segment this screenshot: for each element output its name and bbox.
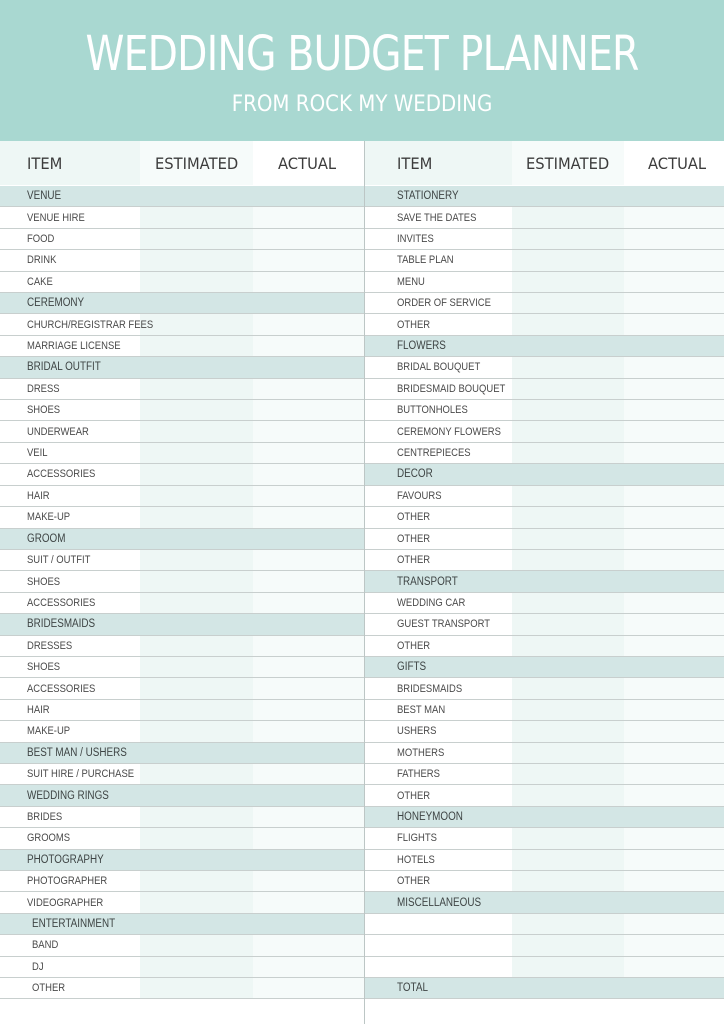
estimated-cell[interactable] [140,678,253,698]
item-label: BRIDESMAIDS [397,682,463,695]
estimated-cell[interactable] [512,379,624,399]
budget-item-row [0,421,364,442]
actual-cell[interactable] [624,250,724,270]
estimated-cell[interactable] [512,593,624,613]
item-label: OTHER [397,511,431,524]
item-label: FAVOURS [397,489,442,502]
estimated-cell[interactable] [512,507,624,527]
actual-cell[interactable] [253,636,364,656]
budget-section-row [365,892,724,913]
actual-cell[interactable] [624,507,724,527]
estimated-cell[interactable] [140,636,253,656]
section-label: TOTAL [397,982,428,995]
budget-section-row [365,657,724,678]
actual-cell[interactable] [624,443,724,463]
item-label: HAIR [27,703,50,716]
estimated-cell[interactable] [140,400,253,420]
estimated-cell[interactable] [512,914,624,934]
budget-item-row [0,314,364,335]
item-label: CEREMONY FLOWERS [397,425,501,438]
budget-section-row [365,978,724,999]
budget-item-row [365,935,724,956]
budget-item-row [365,614,724,635]
estimated-cell[interactable] [512,400,624,420]
item-label: ORDER OF SERVICE [397,297,491,310]
budget-item-row [365,828,724,849]
estimated-cell[interactable] [140,828,253,848]
estimated-cell[interactable] [512,529,624,549]
actual-cell[interactable] [253,421,364,441]
budget-item-row [365,314,724,335]
budget-item-row [0,978,364,999]
actual-cell[interactable] [624,850,724,870]
left-budget-table [0,186,364,999]
item-label: FOOD [27,233,55,246]
budget-section-row [0,529,364,550]
estimated-cell[interactable] [140,764,253,784]
item-label: GUEST TRANSPORT [397,618,491,631]
section-label: STATIONERY [397,190,459,203]
item-label: FLIGHTS [397,832,437,845]
item-label: ACCESSORIES [27,596,96,609]
actual-cell[interactable] [253,978,364,998]
actual-cell[interactable] [624,914,724,934]
item-label: CAKE [27,275,53,288]
budget-item-row [365,593,724,614]
actual-cell[interactable] [253,571,364,591]
item-label: GROOMS [27,832,71,845]
budget-item-row [365,357,724,378]
actual-cell[interactable] [253,250,364,270]
item-label: MOTHERS [397,746,445,759]
estimated-cell[interactable] [140,336,253,356]
budget-section-row [365,186,724,207]
page-title: WEDDING BUDGET PLANNER [85,26,639,82]
right-budget-table [365,186,724,999]
actual-cell[interactable] [624,721,724,741]
actual-cell[interactable] [253,379,364,399]
budget-section-row [365,807,724,828]
item-label: SHOES [27,575,61,588]
budget-item-row [0,486,364,507]
item-label: OTHER [397,532,431,545]
estimated-cell[interactable] [140,229,253,249]
budget-item-row [365,229,724,250]
item-label: CENTREPIECES [397,447,471,460]
budget-item-row [365,914,724,935]
section-label: CEREMONY [27,297,85,310]
budget-item-row [0,443,364,464]
estimated-cell[interactable] [140,807,253,827]
budget-item-row [0,400,364,421]
budget-item-row [0,593,364,614]
estimated-cell[interactable] [512,207,624,227]
budget-item-row [365,764,724,785]
actual-cell[interactable] [253,807,364,827]
estimated-cell[interactable] [140,486,253,506]
actual-cell[interactable] [253,486,364,506]
item-label: UNDERWEAR [27,425,89,438]
section-label: ENTERTAINMENT [32,918,116,931]
item-label: VEIL [27,447,48,460]
budget-item-row [365,443,724,464]
budget-item-row [0,272,364,293]
budget-item-row [0,636,364,657]
actual-cell[interactable] [253,272,364,292]
actual-cell[interactable] [624,550,724,570]
actual-cell[interactable] [624,272,724,292]
budget-item-row [365,678,724,699]
item-label: VENUE HIRE [27,211,85,224]
budget-item-row [0,871,364,892]
item-label: WEDDING CAR [397,596,466,609]
estimated-cell[interactable] [512,486,624,506]
budget-section-row [0,743,364,764]
item-label: OTHER [32,982,66,995]
item-label: MARRIAGE LICENSE [27,340,121,353]
estimated-cell[interactable] [512,850,624,870]
budget-item-row [365,529,724,550]
page-header [0,0,724,141]
budget-item-row [365,207,724,228]
item-label: DRINK [27,254,57,267]
section-label: TRANSPORT [397,575,458,588]
estimated-cell[interactable] [512,250,624,270]
estimated-cell[interactable] [512,700,624,720]
actual-cell[interactable] [624,700,724,720]
budget-section-row [0,293,364,314]
estimated-cell[interactable] [512,721,624,741]
item-label: SUIT HIRE / PURCHASE [27,768,135,781]
actual-cell[interactable] [253,314,364,334]
budget-section-row [0,357,364,378]
item-label: INVITES [397,233,434,246]
budget-item-row [0,807,364,828]
item-label: HAIR [27,489,50,502]
section-label: PHOTOGRAPHY [27,853,104,866]
budget-item-row [0,507,364,528]
section-label: VENUE [27,190,62,203]
budget-item-row [365,293,724,314]
actual-cell[interactable] [253,464,364,484]
estimated-cell[interactable] [140,978,253,998]
item-label: DJ [32,960,44,973]
budget-item-row [0,935,364,956]
actual-cell[interactable] [253,828,364,848]
actual-cell[interactable] [253,892,364,912]
actual-cell[interactable] [253,721,364,741]
estimated-cell[interactable] [512,871,624,891]
budget-item-row [365,721,724,742]
budget-item-row [0,336,364,357]
actual-cell[interactable] [624,678,724,698]
item-label: BRIDAL BOUQUET [397,361,481,374]
item-label: MAKE-UP [27,725,71,738]
budget-item-row [0,957,364,978]
estimated-cell[interactable] [140,721,253,741]
actual-cell[interactable] [624,486,724,506]
budget-item-row [365,957,724,978]
budget-item-row [0,207,364,228]
budget-item-row [0,657,364,678]
item-label: BEST MAN [397,703,446,716]
budget-item-row [0,464,364,485]
item-label: BRIDES [27,810,63,823]
item-label: OTHER [397,639,431,652]
item-label: SHOES [27,661,61,674]
actual-cell[interactable] [253,871,364,891]
estimated-cell[interactable] [512,614,624,634]
estimated-cell[interactable] [140,571,253,591]
budget-item-row [365,700,724,721]
estimated-cell[interactable] [512,828,624,848]
actual-cell[interactable] [253,593,364,613]
item-label: OTHER [397,554,431,567]
budget-item-row [0,379,364,400]
budget-item-row [365,636,724,657]
budget-item-row [365,250,724,271]
actual-cell[interactable] [253,678,364,698]
actual-cell[interactable] [624,935,724,955]
estimated-cell[interactable] [140,443,253,463]
budget-item-row [0,828,364,849]
section-label: GROOM [27,532,66,545]
estimated-cell[interactable] [140,421,253,441]
budget-item-row [365,507,724,528]
estimated-cell[interactable] [512,935,624,955]
actual-cell[interactable] [624,379,724,399]
budget-item-row [0,764,364,785]
estimated-cell[interactable] [140,935,253,955]
item-label: VIDEOGRAPHER [27,896,104,909]
actual-cell[interactable] [624,421,724,441]
item-label: SUIT / OUTFIT [27,554,91,567]
section-label: BRIDESMAIDS [27,618,96,631]
item-label: OTHER [397,875,431,888]
actual-cell[interactable] [253,443,364,463]
actual-cell[interactable] [624,229,724,249]
budget-item-row [0,700,364,721]
item-label: FATHERS [397,768,440,781]
item-label: BAND [32,939,59,952]
right-item-column-header: ITEM [365,141,512,185]
budget-item-row [0,678,364,699]
item-label: DRESS [27,382,60,395]
item-label: SHOES [27,404,61,417]
section-label: HONEYMOON [397,810,463,823]
budget-item-row [0,571,364,592]
estimated-cell[interactable] [512,443,624,463]
section-label: BRIDAL OUTFIT [27,361,101,374]
actual-cell[interactable] [624,293,724,313]
estimated-cell[interactable] [512,272,624,292]
estimated-cell[interactable] [140,464,253,484]
actual-cell[interactable] [624,614,724,634]
budget-item-row [365,550,724,571]
budget-item-row [0,721,364,742]
section-label: DECOR [397,468,433,481]
budget-item-row [0,892,364,913]
item-label: BUTTONHOLES [397,404,468,417]
estimated-cell[interactable] [512,229,624,249]
right-estimated-column-header: ESTIMATED [512,141,624,185]
estimated-cell[interactable] [512,785,624,805]
item-label: DRESSES [27,639,73,652]
item-label: OTHER [397,318,431,331]
budget-item-row [365,421,724,442]
estimated-cell[interactable] [512,314,624,334]
actual-cell[interactable] [253,700,364,720]
estimated-cell[interactable] [512,636,624,656]
budget-item-row [0,250,364,271]
budget-item-row [365,743,724,764]
actual-cell[interactable] [253,935,364,955]
actual-cell[interactable] [624,529,724,549]
estimated-cell[interactable] [140,250,253,270]
budget-section-row [0,785,364,806]
estimated-cell[interactable] [140,957,253,977]
actual-cell[interactable] [253,229,364,249]
right-actual-column-header: ACTUAL [624,141,724,185]
actual-cell[interactable] [253,764,364,784]
item-label: OTHER [397,789,431,802]
budget-item-row [365,850,724,871]
left-estimated-column-header: ESTIMATED [140,141,253,185]
actual-cell[interactable] [253,207,364,227]
actual-cell[interactable] [624,314,724,334]
section-label: BEST MAN / USHERS [27,746,127,759]
actual-cell[interactable] [253,957,364,977]
estimated-cell[interactable] [140,871,253,891]
budget-item-row [0,550,364,571]
actual-cell[interactable] [624,743,724,763]
estimated-cell[interactable] [512,764,624,784]
budget-item-row [365,785,724,806]
budget-section-row [0,614,364,635]
actual-cell[interactable] [624,828,724,848]
estimated-cell[interactable] [512,357,624,377]
item-label: USHERS [397,725,437,738]
section-label: FLOWERS [397,340,446,353]
left-actual-column-header: ACTUAL [253,141,364,185]
budget-item-row [0,229,364,250]
item-label: ACCESSORIES [27,682,96,695]
actual-cell[interactable] [624,207,724,227]
actual-cell[interactable] [253,336,364,356]
estimated-cell[interactable] [512,421,624,441]
estimated-cell[interactable] [140,700,253,720]
item-label: BRIDESMAID BOUQUET [397,382,506,395]
item-label: ACCESSORIES [27,468,96,481]
estimated-cell[interactable] [140,314,253,334]
item-label: CHURCH/REGISTRAR FEES [27,318,154,331]
estimated-cell[interactable] [140,207,253,227]
section-label: WEDDING RINGS [27,789,109,802]
budget-item-row [365,272,724,293]
item-label: TABLE PLAN [397,254,454,267]
item-label: MAKE-UP [27,511,71,524]
actual-cell[interactable] [624,593,724,613]
actual-cell[interactable] [624,871,724,891]
item-label: PHOTOGRAPHER [27,875,108,888]
estimated-cell[interactable] [512,678,624,698]
estimated-cell[interactable] [140,379,253,399]
budget-section-row [365,336,724,357]
item-label: MENU [397,275,425,288]
item-label: HOTELS [397,853,435,866]
actual-cell[interactable] [624,400,724,420]
actual-cell[interactable] [624,957,724,977]
budget-section-row [0,186,364,207]
estimated-cell[interactable] [140,272,253,292]
estimated-cell[interactable] [140,507,253,527]
budget-item-row [365,486,724,507]
budget-item-row [365,400,724,421]
page-subtitle: FROM ROCK MY WEDDING [231,92,493,117]
estimated-cell[interactable] [512,957,624,977]
actual-cell[interactable] [624,357,724,377]
budget-item-row [365,379,724,400]
budget-item-row [365,871,724,892]
estimated-cell[interactable] [512,743,624,763]
actual-cell[interactable] [624,764,724,784]
actual-cell[interactable] [253,507,364,527]
section-label: MISCELLANEOUS [397,896,482,909]
actual-cell[interactable] [624,636,724,656]
section-label: GIFTS [397,661,427,674]
estimated-cell[interactable] [140,892,253,912]
budget-section-row [0,914,364,935]
estimated-cell[interactable] [512,293,624,313]
item-label: SAVE THE DATES [397,211,477,224]
actual-cell[interactable] [253,550,364,570]
actual-cell[interactable] [624,785,724,805]
estimated-cell[interactable] [512,550,624,570]
actual-cell[interactable] [253,400,364,420]
estimated-cell[interactable] [140,657,253,677]
estimated-cell[interactable] [140,593,253,613]
budget-section-row [365,464,724,485]
estimated-cell[interactable] [140,550,253,570]
budget-section-row [365,571,724,592]
left-item-column-header: ITEM [0,141,140,185]
actual-cell[interactable] [253,657,364,677]
budget-section-row [0,850,364,871]
